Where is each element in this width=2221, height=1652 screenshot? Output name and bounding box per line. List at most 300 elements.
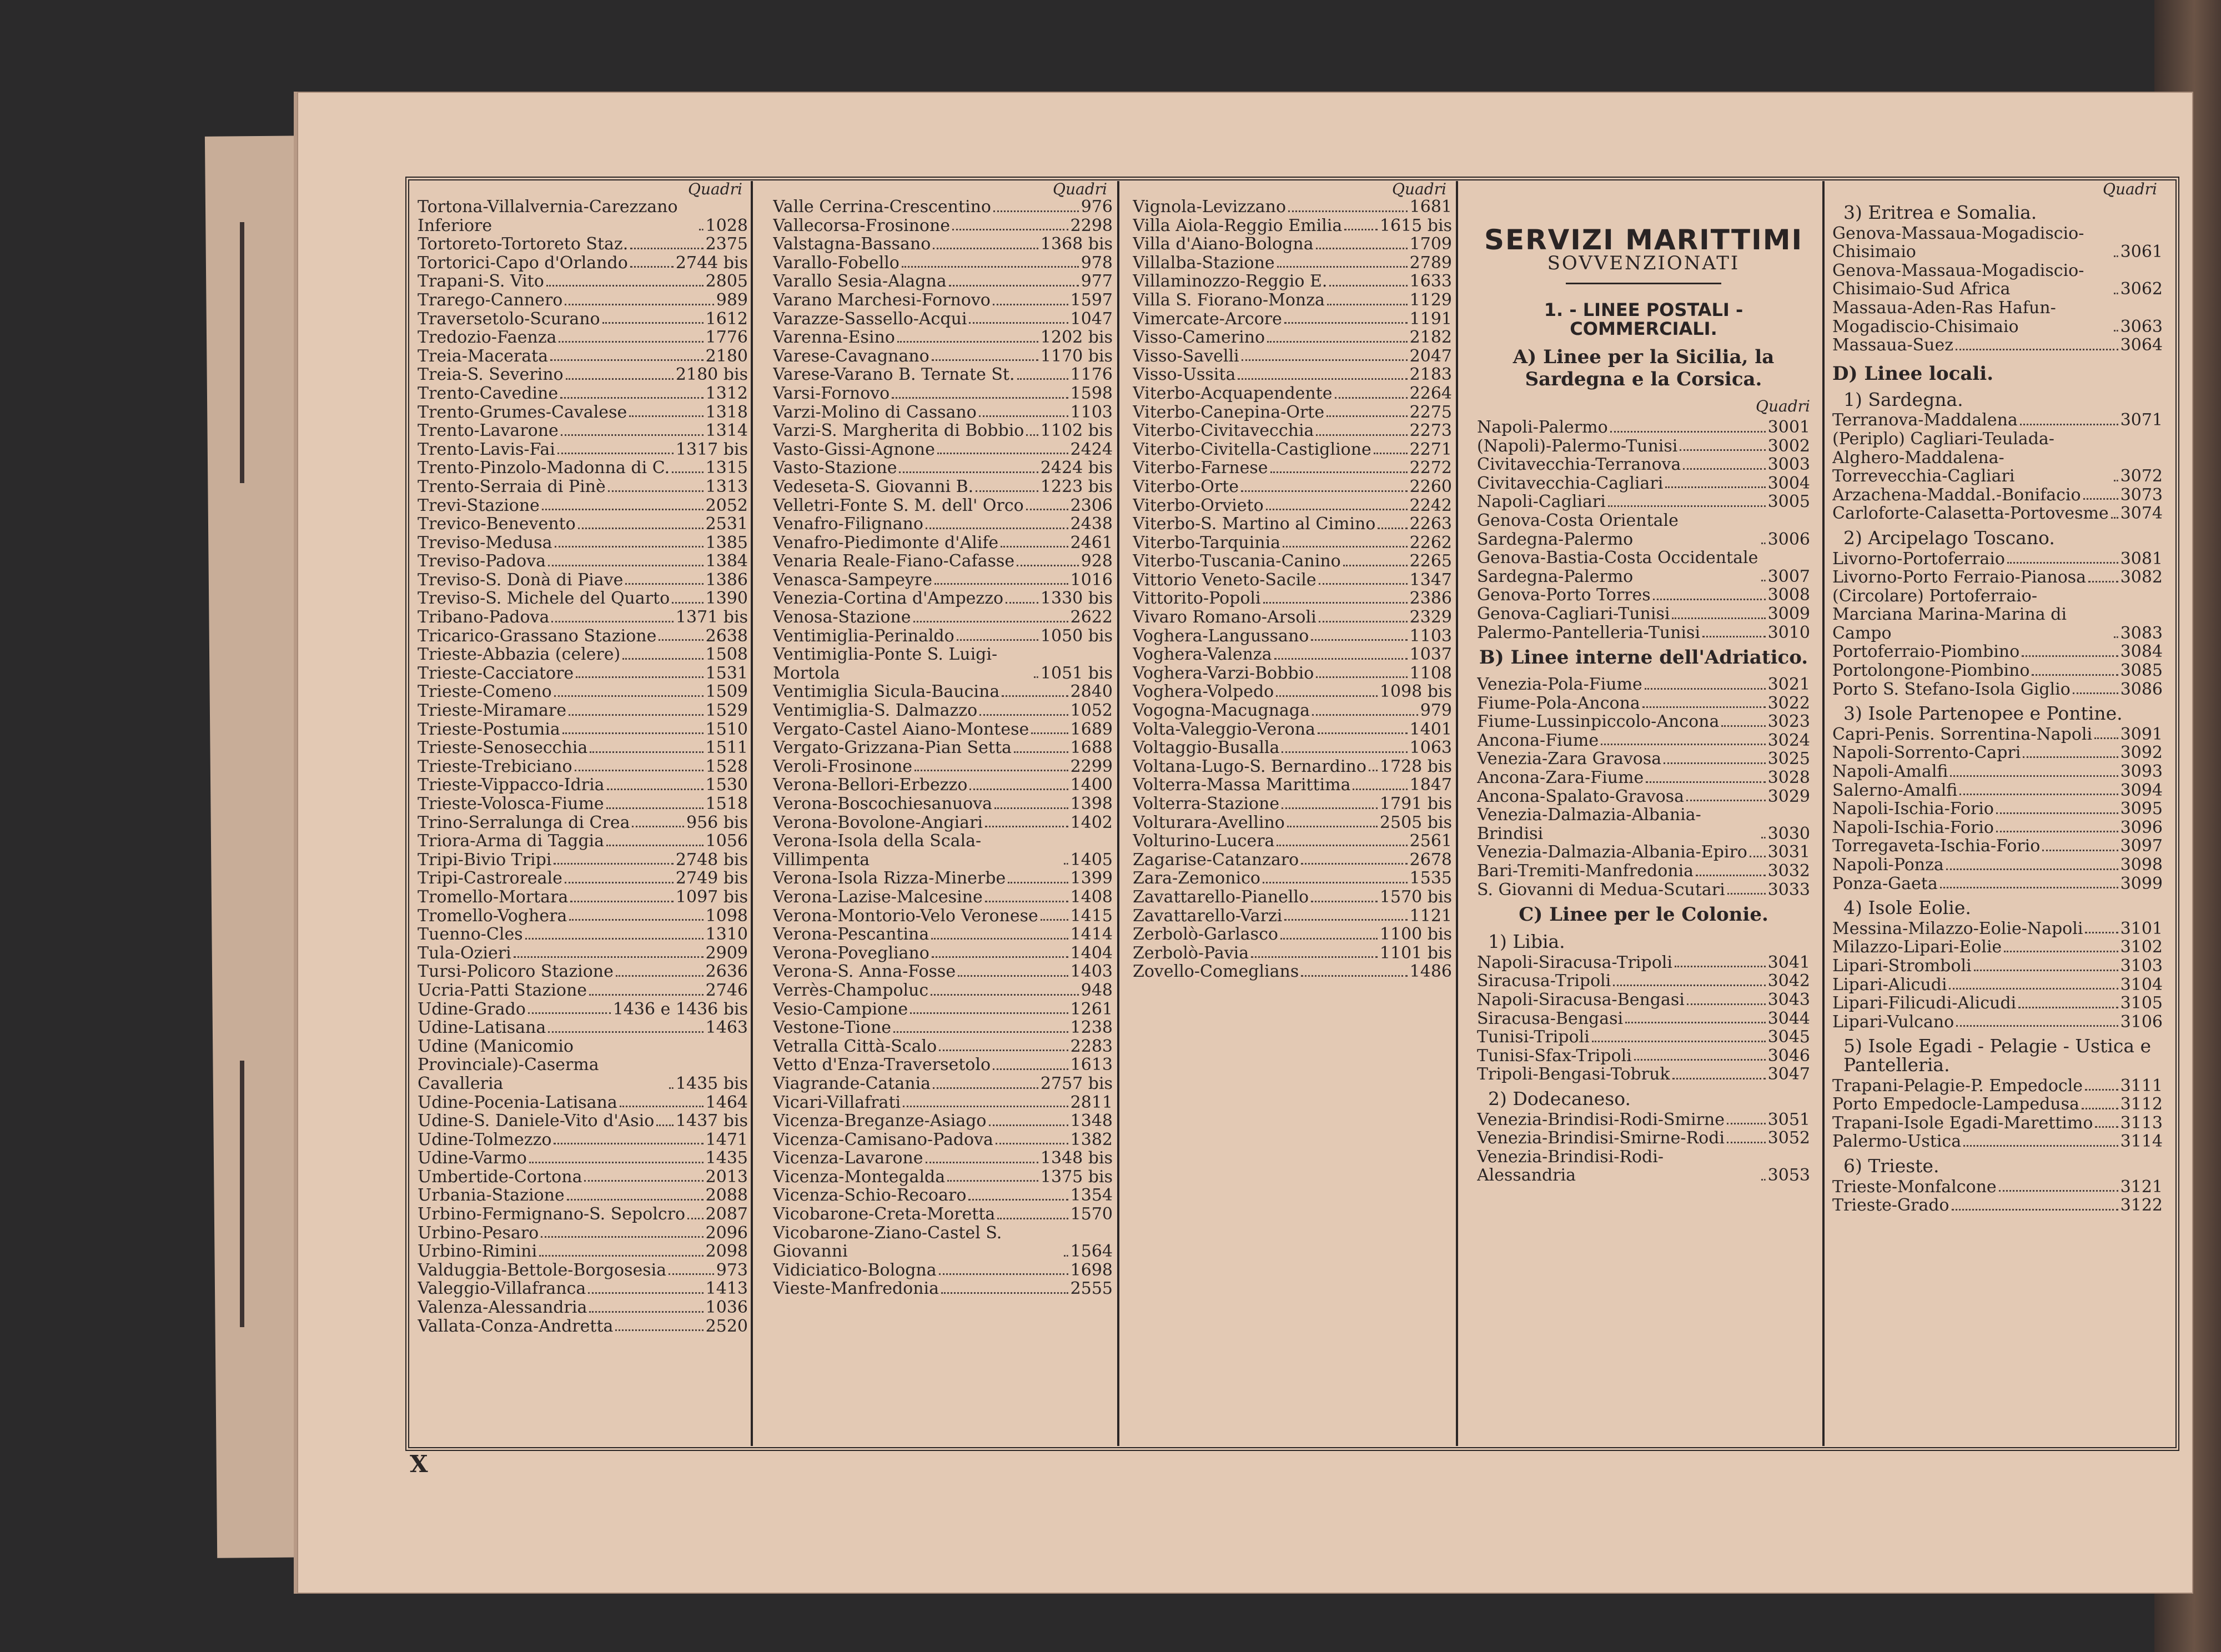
list-item bbox=[1133, 608, 1452, 627]
quadro-number: 1633 bbox=[1409, 272, 1452, 291]
route-name: Venezia-Dalmazia-Albania-Epiro bbox=[1477, 843, 1747, 862]
route-name: Villaminozzo-Reggio E. bbox=[1133, 272, 1328, 291]
route-name: Portoferraio-Piombino bbox=[1832, 642, 2020, 662]
quadro-number: 1371 bis bbox=[675, 608, 748, 627]
list-item bbox=[1832, 1114, 2163, 1133]
quadro-number: 2909 bbox=[705, 943, 748, 963]
list-item bbox=[1133, 515, 1452, 534]
route-name: Tursi-Policoro Stazione bbox=[418, 962, 614, 981]
quadro-number: 1100 bis bbox=[1379, 925, 1452, 944]
list-item bbox=[773, 682, 1113, 701]
quadro-number: 3071 bbox=[2120, 411, 2163, 430]
leader-dots bbox=[926, 1162, 1038, 1163]
route-name: Triora-Arma di Taggia bbox=[418, 832, 605, 851]
list-item bbox=[1133, 720, 1452, 739]
list-item bbox=[418, 701, 748, 720]
leader-dots bbox=[1335, 397, 1408, 399]
leader-dots bbox=[969, 322, 1068, 324]
leader-dots bbox=[957, 639, 1038, 641]
quadro-number: 2748 bis bbox=[675, 850, 748, 870]
quadro-number: 1176 bbox=[1070, 365, 1113, 384]
leader-dots bbox=[560, 397, 704, 399]
subgroup-heading: 3) Eritrea e Somalia. bbox=[1843, 202, 2037, 223]
list-item bbox=[1133, 851, 1452, 870]
leader-dots bbox=[997, 1218, 1068, 1219]
maritime-services-column-2 bbox=[1832, 181, 2163, 1447]
route-name: Varsi-Fornovo bbox=[773, 384, 890, 403]
list-item bbox=[418, 739, 748, 757]
quadro-number: 2306 bbox=[1070, 496, 1113, 515]
list-item bbox=[773, 1093, 1113, 1112]
route-name: Verona-Bellori-Erbezzo bbox=[773, 776, 968, 795]
list-item bbox=[1133, 347, 1452, 366]
leader-dots bbox=[672, 471, 704, 473]
leader-dots bbox=[2073, 692, 2118, 694]
leader-dots bbox=[561, 434, 704, 436]
route-name: Voghera-Volpedo bbox=[1133, 682, 1274, 702]
quadro-number: 1108 bbox=[1409, 664, 1452, 683]
route-name: Siracusa-Bengasi bbox=[1477, 1009, 1624, 1028]
leader-dots bbox=[932, 359, 1038, 361]
list-item bbox=[418, 552, 748, 571]
quadro-number: 2047 bbox=[1409, 347, 1452, 366]
leader-dots bbox=[554, 1143, 703, 1144]
route-name: Viterbo-Acquapendente bbox=[1133, 384, 1333, 403]
entry-list bbox=[1832, 1178, 2163, 1215]
list-item bbox=[773, 272, 1113, 291]
leader-dots bbox=[1301, 975, 1407, 977]
quadro-number: 1384 bbox=[705, 552, 748, 571]
quadro-number: 2744 bis bbox=[675, 253, 748, 273]
list-item bbox=[1832, 837, 2163, 856]
leader-dots bbox=[2095, 1126, 2118, 1128]
list-item bbox=[1477, 455, 1810, 474]
route-name: Viagrande-Catania bbox=[773, 1074, 931, 1093]
list-item bbox=[1133, 832, 1452, 851]
leader-dots bbox=[620, 1106, 704, 1107]
index-column-1 bbox=[418, 181, 748, 1447]
route-name: Varese-Varano B. Ternate St. bbox=[773, 365, 1015, 384]
entry-list bbox=[418, 198, 748, 1335]
route-name: Trieste-Vippacco-Idria bbox=[418, 776, 605, 795]
leader-dots bbox=[1687, 1003, 1766, 1005]
quadro-number: 3111 bbox=[2120, 1076, 2163, 1096]
list-item bbox=[1133, 552, 1452, 571]
leader-dots bbox=[1319, 621, 1408, 622]
quadro-number: 1403 bbox=[1070, 962, 1113, 981]
route-name: Zerbolò-Garlasco bbox=[1133, 925, 1278, 944]
leader-dots bbox=[913, 621, 1068, 622]
route-name: Udine-Pocenia-Latisana bbox=[418, 1093, 617, 1112]
list-item bbox=[773, 1149, 1113, 1168]
quadro-number: 1847 bbox=[1409, 776, 1452, 795]
quadro-number: 1348 bbox=[1070, 1112, 1113, 1131]
route-name: Trento-Grumes-Cavalese bbox=[418, 403, 627, 422]
list-item bbox=[418, 1093, 748, 1112]
leader-dots bbox=[615, 1329, 703, 1331]
quadro-number: 3043 bbox=[1767, 991, 1810, 1010]
list-item bbox=[773, 1074, 1113, 1093]
list-item bbox=[418, 907, 748, 926]
route-name: Trieste-Senosecchia bbox=[418, 739, 588, 757]
route-name: Voghera-Langussano bbox=[1133, 626, 1309, 646]
subgroup-heading: 4) Isole Eolie. bbox=[1843, 897, 1971, 919]
list-item bbox=[1832, 504, 2163, 523]
route-name: Venezia-Brindisi-Rodi-Alessandria bbox=[1477, 1147, 1664, 1185]
quadro-number: 3028 bbox=[1767, 769, 1810, 787]
route-name: Massaua-Aden-Ras Hafun-Mogadiscio-Chisimaio bbox=[1832, 298, 2056, 337]
list-item bbox=[1832, 819, 2163, 837]
route-name: Voghera-Varzi-Bobbio bbox=[1133, 664, 1314, 683]
list-item bbox=[418, 962, 748, 981]
quadro-number: 1570 bis bbox=[1379, 887, 1452, 907]
quadro-number: 2375 bbox=[705, 235, 748, 254]
route-name: Treia-S. Severino bbox=[418, 365, 564, 384]
list-item bbox=[418, 682, 748, 701]
route-name: Villa d'Aiano-Bologna bbox=[1133, 235, 1314, 254]
list-item bbox=[773, 645, 1113, 682]
leader-dots bbox=[2114, 255, 2118, 257]
section-title: SERVIZI MARITTIMI bbox=[1484, 224, 1803, 256]
quadro-number: 3022 bbox=[1767, 694, 1810, 713]
route-name: Valenza-Alessandria bbox=[418, 1298, 587, 1317]
list-item bbox=[773, 814, 1113, 832]
route-name: Portolongone-Piombino bbox=[1832, 661, 2030, 680]
list-item bbox=[1832, 957, 2163, 976]
list-item bbox=[1832, 856, 2163, 875]
leader-dots bbox=[622, 658, 703, 660]
quadro-number: 979 bbox=[1420, 701, 1452, 720]
list-item bbox=[773, 1131, 1113, 1149]
quadro-number: 3025 bbox=[1767, 750, 1810, 769]
route-name: Viterbo-Orvieto bbox=[1133, 496, 1264, 515]
quadro-number: 3023 bbox=[1767, 712, 1810, 731]
list-item bbox=[1477, 474, 1810, 493]
route-name: Venafro-Filignano bbox=[773, 515, 923, 534]
leader-dots bbox=[578, 528, 704, 529]
route-name: Verona-Pescantina bbox=[773, 925, 929, 944]
quadro-number: 1354 bbox=[1070, 1186, 1113, 1206]
group-heading: B) Linee interne dell'Adriatico. bbox=[1479, 646, 1808, 669]
quadro-number: 1036 bbox=[705, 1298, 748, 1317]
quadro-number: 1688 bbox=[1070, 739, 1113, 757]
quadro-number: 1347 bbox=[1409, 570, 1452, 590]
leader-dots bbox=[575, 770, 704, 771]
list-item bbox=[1133, 757, 1452, 776]
quadro-number: 1530 bbox=[705, 776, 748, 795]
quadro-number: 1318 bbox=[705, 403, 748, 422]
quadro-number: 2638 bbox=[705, 626, 748, 646]
route-name: Vasto-Stazione bbox=[773, 459, 897, 478]
route-name: Vicari-Villafrati bbox=[773, 1093, 901, 1112]
leader-dots bbox=[1664, 762, 1766, 764]
list-item bbox=[1477, 750, 1810, 769]
quadro-number: 1511 bbox=[705, 739, 748, 757]
list-item bbox=[1477, 1010, 1810, 1028]
quadro-number: 3001 bbox=[1767, 418, 1810, 437]
leader-dots bbox=[1242, 359, 1408, 361]
quadro-number: 3103 bbox=[2120, 956, 2163, 976]
route-name: Napoli-Siracusa-Tripoli bbox=[1477, 953, 1672, 972]
route-name: Venasca-Sampeyre bbox=[773, 570, 932, 590]
list-item bbox=[418, 1298, 748, 1317]
route-name: Venezia-Pola-Fiume bbox=[1477, 675, 1642, 694]
route-name: Trevi-Stazione bbox=[418, 496, 540, 515]
list-item bbox=[773, 1186, 1113, 1205]
list-item bbox=[773, 1018, 1113, 1037]
list-item bbox=[418, 515, 748, 534]
leader-dots bbox=[569, 714, 704, 716]
route-name: Napoli-Ponza bbox=[1832, 856, 1944, 875]
leader-dots bbox=[1263, 602, 1408, 604]
route-name: Varenna-Esino bbox=[773, 328, 895, 347]
quadro-number: 1238 bbox=[1070, 1018, 1113, 1037]
list-item bbox=[418, 328, 748, 347]
quadri-header: Quadri bbox=[1392, 180, 1446, 198]
list-item bbox=[1832, 994, 2163, 1013]
quadro-number: 1401 bbox=[1409, 720, 1452, 739]
list-item bbox=[773, 534, 1113, 553]
quadro-number: 2052 bbox=[705, 496, 748, 515]
route-name: Trieste-Comeno bbox=[418, 682, 552, 702]
quadro-number: 1315 bbox=[705, 459, 748, 478]
list-item bbox=[1832, 976, 2163, 995]
subgroup-heading: 1) Sardegna. bbox=[1843, 388, 1963, 410]
quadro-number: 3098 bbox=[2120, 856, 2163, 875]
quadro-number: 978 bbox=[1081, 253, 1113, 273]
leader-dots bbox=[1263, 882, 1408, 883]
leader-dots bbox=[2114, 293, 2118, 294]
list-item bbox=[773, 1037, 1113, 1056]
quadro-number: 1598 bbox=[1070, 384, 1113, 403]
route-name: Vallecorsa-Frosinone bbox=[773, 216, 951, 235]
list-item bbox=[418, 384, 748, 403]
route-name: Varese-Cavagnano bbox=[773, 347, 929, 366]
list-item bbox=[1133, 217, 1452, 235]
quadro-number: 1728 bis bbox=[1379, 757, 1452, 776]
leader-dots bbox=[529, 1162, 704, 1163]
list-item bbox=[773, 291, 1113, 310]
route-name: Vetto d'Enza-Traversetolo bbox=[773, 1056, 991, 1074]
list-item bbox=[418, 627, 748, 646]
leader-dots bbox=[1343, 565, 1408, 566]
route-name: Villa S. Fiorano-Monza bbox=[1133, 290, 1325, 310]
entry-list bbox=[1477, 953, 1810, 1084]
leader-dots bbox=[1353, 789, 1407, 790]
route-name: Trapani-S. Vito bbox=[418, 272, 544, 291]
leader-dots bbox=[1952, 1209, 2118, 1211]
leader-dots bbox=[1956, 1025, 2118, 1027]
leader-dots bbox=[996, 1143, 1068, 1144]
leader-dots bbox=[949, 285, 1079, 287]
route-name: Massaua-Suez bbox=[1832, 336, 1954, 355]
leader-dots bbox=[1301, 863, 1407, 865]
route-name: Trieste-Grado bbox=[1832, 1196, 1949, 1215]
quadro-number: 3004 bbox=[1767, 474, 1810, 493]
list-item bbox=[418, 1037, 748, 1093]
list-item bbox=[1133, 384, 1452, 403]
route-name: Ventimiglia-S. Dalmazzo bbox=[773, 701, 978, 720]
quadro-number: 3024 bbox=[1767, 731, 1810, 750]
list-item bbox=[1477, 437, 1810, 456]
leader-dots bbox=[933, 248, 1038, 249]
leader-dots bbox=[630, 266, 674, 268]
list-item bbox=[1477, 418, 1810, 437]
quadro-number: 2242 bbox=[1409, 496, 1452, 515]
leader-dots bbox=[2020, 424, 2118, 425]
route-name: Ventimiglia-Ponte S. Luigi-Mortola bbox=[773, 645, 998, 683]
quadro-number: 3106 bbox=[2120, 1012, 2163, 1032]
quadro-number: 1056 bbox=[705, 832, 748, 851]
quadro-number: 3093 bbox=[2120, 762, 2163, 781]
route-name: Venezia-Brindisi-Rodi-Smirne bbox=[1477, 1110, 1725, 1129]
route-name: Udine-S. Daniele-Vito d'Asio bbox=[418, 1112, 655, 1131]
leader-dots bbox=[1251, 956, 1378, 958]
route-name: Trarego-Cannero bbox=[418, 290, 563, 310]
quadro-number: 2505 bis bbox=[1379, 813, 1452, 832]
quadri-header: Quadri bbox=[688, 180, 742, 198]
list-item bbox=[1832, 875, 2163, 893]
list-item bbox=[1832, 1077, 2163, 1096]
leader-dots bbox=[1727, 893, 1766, 895]
list-item bbox=[773, 254, 1113, 273]
quadro-number: 3032 bbox=[1767, 862, 1810, 881]
quadro-number: 3085 bbox=[2120, 661, 2163, 680]
leader-dots bbox=[588, 1292, 703, 1294]
quadro-number: 3097 bbox=[2120, 837, 2163, 856]
leader-dots bbox=[548, 565, 704, 566]
list-item bbox=[1477, 1047, 1810, 1066]
leader-dots bbox=[931, 994, 1079, 996]
list-item bbox=[1133, 272, 1452, 291]
route-name: Arzachena-Maddal.-Bonifacio bbox=[1832, 485, 2081, 505]
route-name: Trento-Lavis-Fai bbox=[418, 440, 555, 459]
list-item bbox=[418, 776, 748, 795]
route-name: Genova-Cagliari-Tunisi bbox=[1477, 604, 1670, 624]
quadro-number: 1564 bbox=[1070, 1242, 1113, 1261]
quadro-number: 1528 bbox=[705, 757, 748, 776]
list-item bbox=[1133, 701, 1452, 720]
route-name: Treviso-S. Donà di Piave bbox=[418, 570, 624, 590]
quadro-number: 2275 bbox=[1409, 403, 1452, 422]
route-name: Vignola-Levizzano bbox=[1133, 198, 1287, 217]
route-name: Zavattarello-Varzi bbox=[1133, 906, 1283, 926]
list-item bbox=[418, 571, 748, 590]
leader-dots bbox=[1727, 1142, 1766, 1143]
entry-list bbox=[1832, 411, 2163, 523]
route-name: Urbino-Pesaro bbox=[418, 1223, 539, 1243]
list-item bbox=[773, 217, 1113, 235]
leader-dots bbox=[2004, 951, 2118, 952]
route-name: Napoli-Ischia-Forio bbox=[1832, 800, 1994, 819]
quadro-number: 2424 bbox=[1070, 440, 1113, 459]
route-name: Vergato-Castel Aiano-Montese bbox=[773, 720, 1029, 739]
list-item bbox=[773, 552, 1113, 571]
quadro-number: 977 bbox=[1081, 272, 1113, 291]
leader-dots bbox=[1721, 725, 1765, 727]
quadro-number: 1121 bbox=[1409, 906, 1452, 926]
leader-dots bbox=[968, 1199, 1068, 1201]
route-name: Tuenno-Cles bbox=[418, 925, 523, 944]
quadro-number: 2182 bbox=[1409, 328, 1452, 347]
list-item bbox=[1832, 1095, 2163, 1114]
list-item bbox=[773, 869, 1113, 888]
list-item bbox=[1477, 731, 1810, 750]
quadro-number: 2180 bbox=[705, 347, 748, 366]
list-item bbox=[1477, 862, 1810, 881]
list-item bbox=[1133, 328, 1452, 347]
leader-dots bbox=[979, 415, 1068, 417]
leader-dots bbox=[570, 901, 674, 902]
list-item bbox=[1133, 925, 1452, 944]
list-item bbox=[418, 365, 748, 384]
margin-mark bbox=[240, 222, 244, 483]
route-name: Trieste-Abbazia (celere) bbox=[418, 645, 621, 664]
leader-dots bbox=[952, 229, 1068, 230]
leader-dots bbox=[551, 621, 674, 622]
list-item bbox=[1477, 953, 1810, 972]
list-item bbox=[773, 1205, 1113, 1224]
leader-dots bbox=[1267, 341, 1408, 343]
route-name: Varano Marchesi-Fornovo bbox=[773, 290, 991, 310]
leader-dots bbox=[1329, 285, 1407, 287]
route-name: Ancona-Zara-Fiume bbox=[1477, 769, 1644, 787]
margin-mark bbox=[240, 1061, 244, 1327]
leader-dots bbox=[1316, 676, 1407, 678]
quadro-number: 1047 bbox=[1070, 309, 1113, 329]
list-item bbox=[418, 310, 748, 329]
quadro-number: 2271 bbox=[1409, 440, 1452, 459]
quadro-number: 2636 bbox=[705, 962, 748, 981]
route-name: Lipari-Stromboli bbox=[1832, 956, 1972, 976]
quadro-number: 1486 bbox=[1409, 962, 1452, 981]
route-name: Fiume-Pola-Ancona bbox=[1477, 694, 1640, 713]
list-item bbox=[773, 1224, 1113, 1261]
list-item bbox=[418, 1112, 748, 1131]
quadro-number: 1063 bbox=[1409, 739, 1452, 757]
quadro-number: 2840 bbox=[1070, 682, 1113, 702]
leader-dots bbox=[1014, 751, 1068, 753]
leader-dots bbox=[659, 639, 703, 641]
list-item bbox=[418, 608, 748, 627]
list-item bbox=[418, 1000, 748, 1019]
route-name: Volturino-Lucera bbox=[1133, 832, 1275, 851]
route-name: Tromello-Mortara bbox=[418, 887, 569, 907]
quadro-number: 1102 bis bbox=[1040, 421, 1113, 440]
leader-dots bbox=[941, 1292, 1068, 1294]
list-item bbox=[418, 534, 748, 553]
list-item bbox=[1477, 712, 1810, 731]
quadro-number: 1464 bbox=[705, 1093, 748, 1112]
route-name: Genova-Massaua-Mogadiscio-Chisimaio-Sud Africa bbox=[1832, 261, 2084, 299]
list-item bbox=[1832, 1013, 2163, 1032]
list-item bbox=[1832, 661, 2163, 680]
leader-dots bbox=[2007, 562, 2118, 564]
list-item bbox=[1477, 624, 1810, 642]
list-item bbox=[418, 478, 748, 496]
quadro-number: 1202 bis bbox=[1040, 328, 1113, 347]
route-name: Vicenza-Lavarone bbox=[773, 1149, 923, 1168]
route-name: Varzi-S. Margherita di Bobbio bbox=[773, 421, 1024, 440]
quadro-number: 1776 bbox=[705, 328, 748, 347]
route-name: Torregaveta-Ischia-Forio bbox=[1832, 837, 2041, 856]
route-name: Bari-Tremiti-Manfredonia bbox=[1477, 862, 1694, 881]
maritime-services-column bbox=[1477, 181, 1810, 1447]
quadro-number: 3064 bbox=[2120, 336, 2163, 355]
route-name: Lipari-Alicudi bbox=[1832, 975, 1947, 995]
leader-dots bbox=[699, 229, 704, 230]
leader-dots bbox=[2022, 655, 2118, 657]
